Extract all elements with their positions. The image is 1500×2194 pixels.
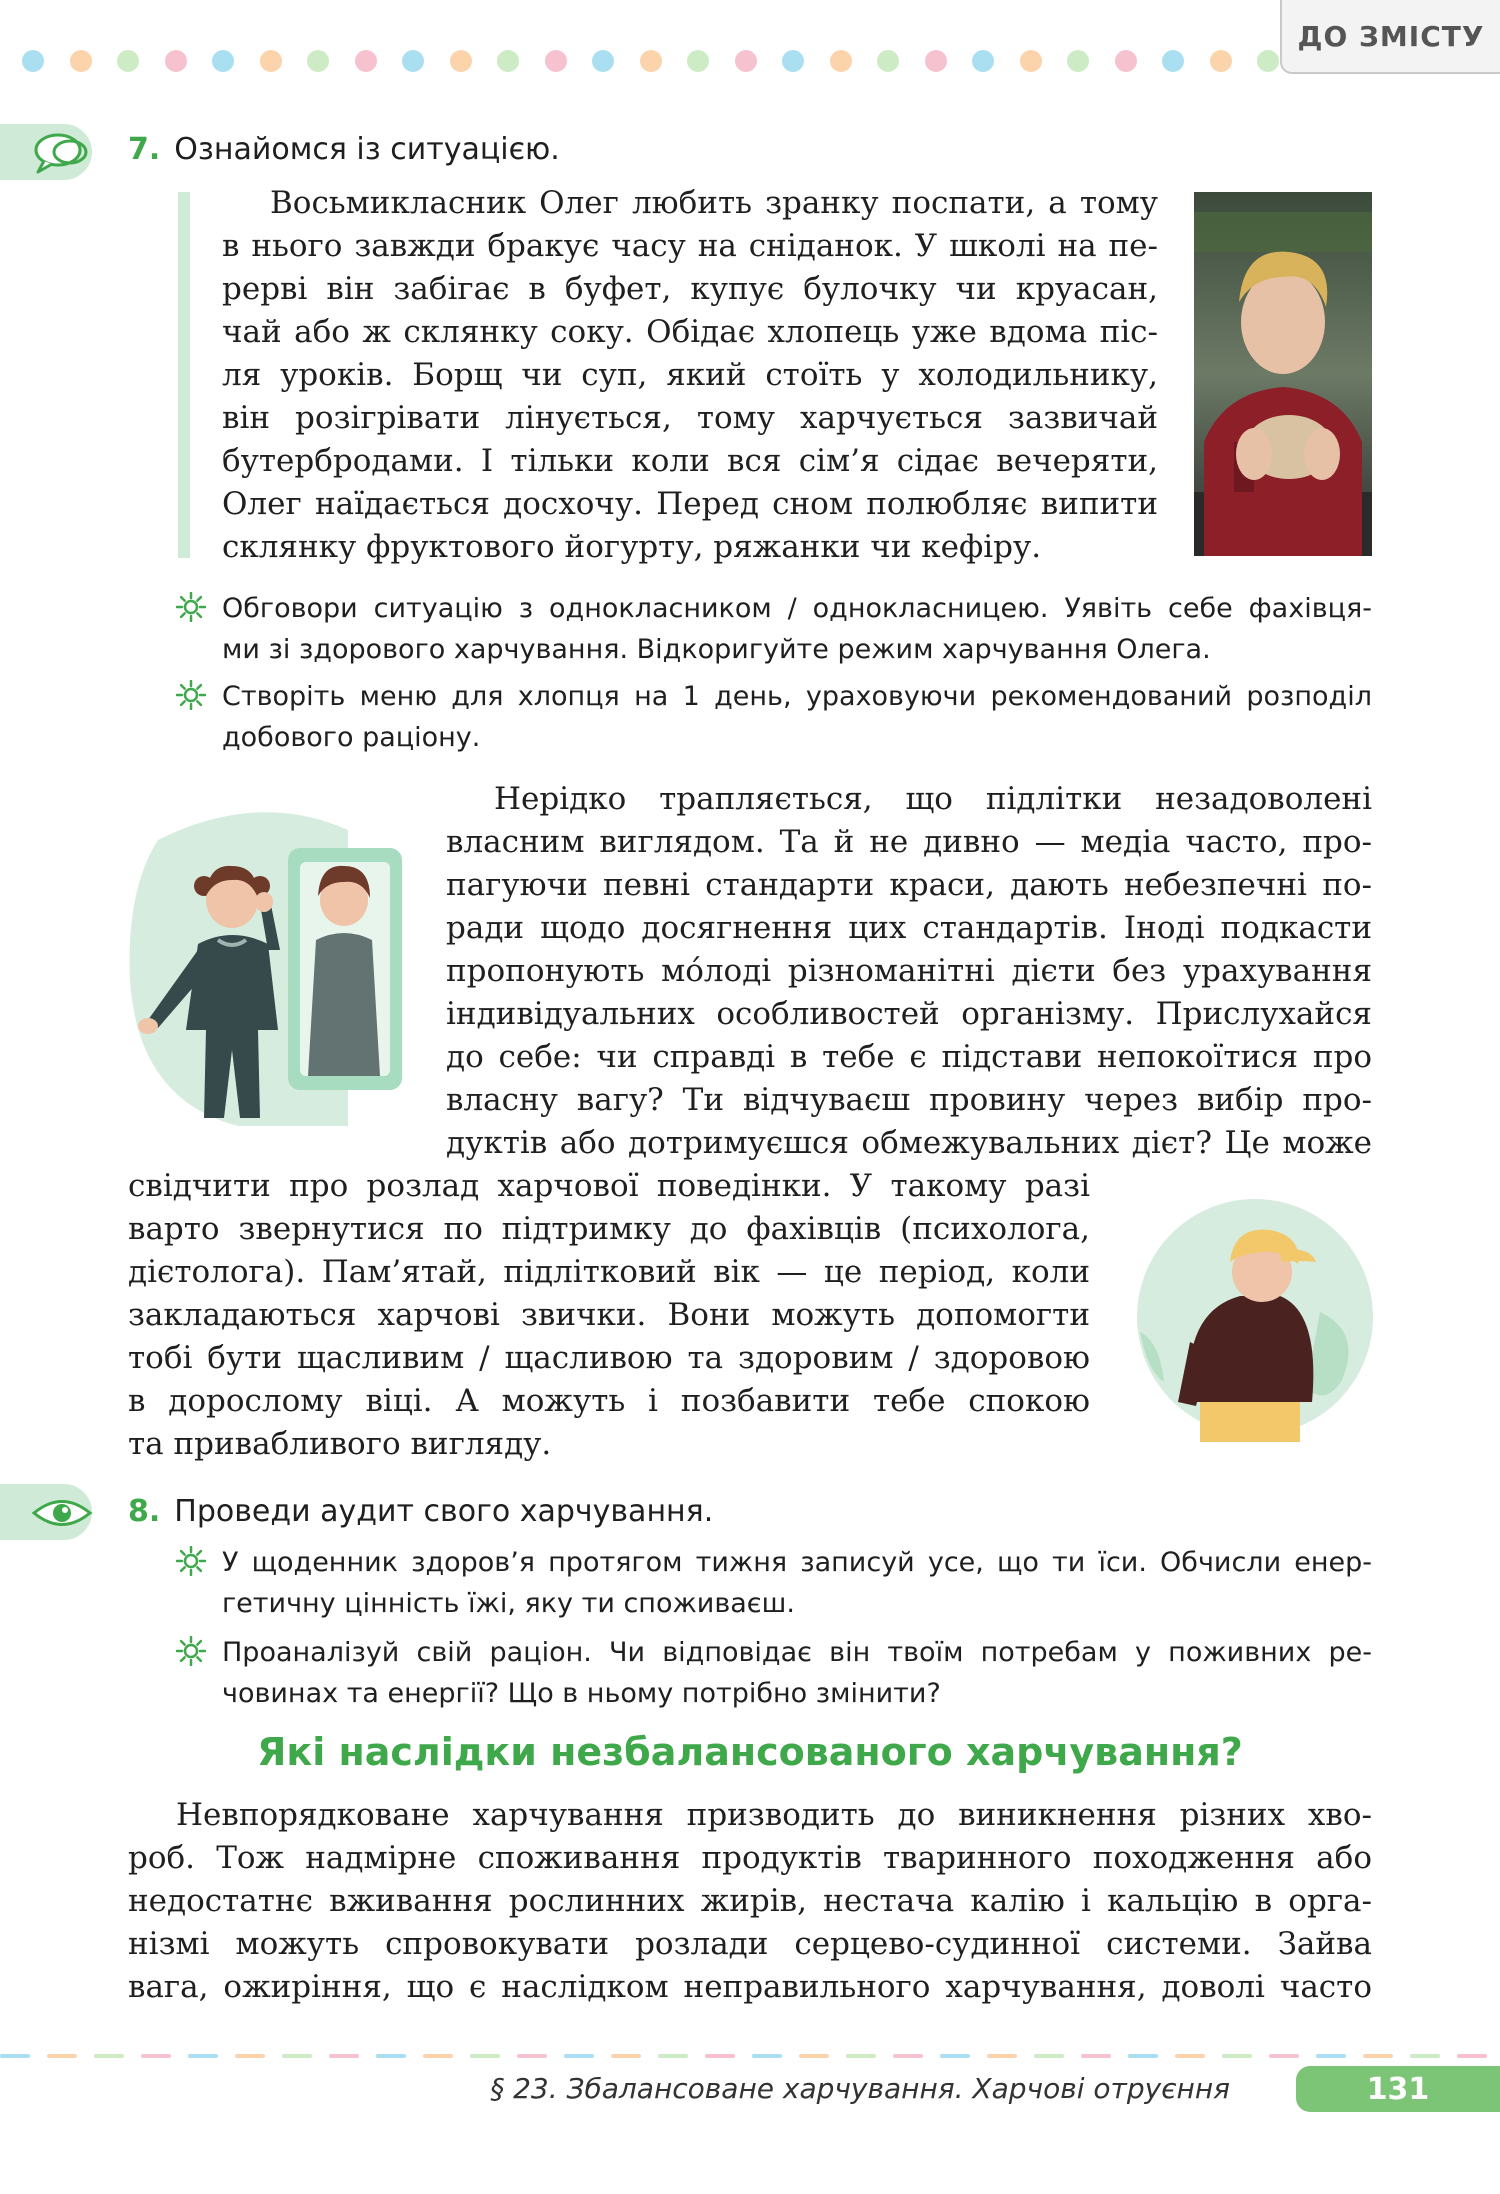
text-line: він розігрівати лінується, тому харчується зазвичай: [222, 400, 1158, 436]
decorative-dot: [402, 50, 424, 72]
eye-icon: [30, 1490, 94, 1536]
illustration-girl-mirror: [118, 800, 408, 1126]
quote-bar: [178, 192, 190, 558]
sun-bullet-icon: [176, 1546, 206, 1576]
decorative-dash: [658, 2054, 688, 2058]
bullet-line: гетичну цінність їжі, яку ти споживаєш.: [222, 1588, 795, 1619]
text-line: варто звернутися по підтримку до фахівців (психолога,: [128, 1211, 1090, 1247]
toc-button[interactable]: ДО ЗМІСТУ: [1280, 0, 1500, 74]
decorative-dash: [470, 2054, 500, 2058]
task7-heading: [128, 132, 560, 167]
decorative-dash: [1081, 2054, 1111, 2058]
task7-number: 7.: [128, 132, 161, 167]
decorative-dash: [799, 2054, 829, 2058]
decorative-dot: [735, 50, 757, 72]
bullet-line: Створіть меню для хлопця на 1 день, ураховуючи рекомендований розподіл: [222, 681, 1372, 712]
text-line: склянку фруктового йогурту, ряжанки чи кефіру.: [222, 529, 1042, 565]
discussion-bubbles-icon: [30, 130, 94, 176]
decorative-dot: [307, 50, 329, 72]
decorative-dash: [940, 2054, 970, 2058]
text-line: дієтолога). Пам’ятай, підлітковий вік — це період, коли: [128, 1254, 1090, 1290]
task7-icon-tab: [0, 124, 92, 180]
bullet-line: човинах та енергії? Що в ньому потрібно змінити?: [222, 1678, 941, 1709]
decorative-dash: [611, 2054, 641, 2058]
decorative-dot: [687, 50, 709, 72]
decorative-dash: [235, 2054, 265, 2058]
text-line: власну вагу? Ти відчуваєш провину через вибір про-: [446, 1082, 1372, 1118]
decorative-dot: [212, 50, 234, 72]
bottom-decorative-dashes: [0, 2054, 1500, 2060]
decorative-dash: [564, 2054, 594, 2058]
text-line: недостатнє вживання рослинних жирів, нестача калію і кальцію в орга-: [128, 1883, 1372, 1919]
decorative-dot: [450, 50, 472, 72]
decorative-dot: [1067, 50, 1089, 72]
decorative-dash: [0, 2054, 30, 2058]
decorative-dash: [141, 2054, 171, 2058]
decorative-dot: [545, 50, 567, 72]
decorative-dash: [517, 2054, 547, 2058]
decorative-dot: [497, 50, 519, 72]
sun-bullet-icon: [176, 680, 206, 710]
decorative-dash: [893, 2054, 923, 2058]
decorative-dot: [640, 50, 662, 72]
text-line: Восьмикласник Олег любить зранку поспати, а тому: [270, 185, 1158, 221]
task7-bullet-2: [222, 676, 1372, 758]
text-line: чай або ж склянку соку. Обідає хлопець уже вдома піс-: [222, 314, 1158, 350]
text-line: вага, ожиріння, що є наслідком неправильного харчування, доволі часто: [128, 1969, 1372, 2005]
task8-heading: [128, 1494, 713, 1529]
task8-number: 8.: [128, 1494, 161, 1529]
text-line: тобі бути щасливим / щасливою та здоровим / здоровою: [128, 1340, 1090, 1376]
decorative-dash: [94, 2054, 124, 2058]
task7-bullet-1: [222, 588, 1372, 670]
photo-boy-eating: [1194, 192, 1372, 556]
decorative-dot: [1020, 50, 1042, 72]
decorative-dash: [329, 2054, 359, 2058]
bullet-line: ми зі здорового харчування. Відкоригуйте режим харчування Олега.: [222, 634, 1211, 665]
decorative-dot: [165, 50, 187, 72]
decorative-dash: [1222, 2054, 1252, 2058]
decorative-dash: [376, 2054, 406, 2058]
decorative-dot: [117, 50, 139, 72]
text-line: закладаються харчові звички. Вони можуть допомогти: [128, 1297, 1090, 1333]
text-line: ля уроків. Борщ чи суп, який стоїть у холодильнику,: [222, 357, 1158, 393]
text-line: Невпорядковане харчування призводить до виникнення різних хво-: [176, 1797, 1372, 1833]
task7-title: Ознайомся із ситуацією.: [174, 132, 560, 167]
decorative-dot: [1257, 50, 1279, 72]
top-decorative-dots: [22, 50, 1282, 76]
decorative-dash: [1410, 2054, 1440, 2058]
task8-title: Проведи аудит свого харчування.: [174, 1494, 714, 1529]
text-line: Олег наїдається досхочу. Перед сном полюбляє випити: [222, 486, 1158, 522]
decorative-dash: [752, 2054, 782, 2058]
decorative-dash: [1363, 2054, 1393, 2058]
decorative-dash: [705, 2054, 735, 2058]
decorative-dash: [188, 2054, 218, 2058]
decorative-dot: [1115, 50, 1137, 72]
bullet-line: добового раціону.: [222, 722, 481, 753]
section-heading: Які наслідки незбалансованого харчування?: [257, 1730, 1243, 1774]
text-line: в дорослому віці. А можуть і позбавити тебе спокою: [128, 1383, 1090, 1419]
decorative-dot: [782, 50, 804, 72]
decorative-dot: [972, 50, 994, 72]
text-line: свідчити про розлад харчової поведінки. У такому разі: [128, 1168, 1090, 1204]
decorative-dot: [260, 50, 282, 72]
decorative-dot: [70, 50, 92, 72]
decorative-dash: [423, 2054, 453, 2058]
paragraph-beside-girl: [446, 778, 1372, 1165]
text-line: власним виглядом. Та й не дивно — медіа часто, про-: [446, 824, 1372, 860]
decorative-dash: [987, 2054, 1017, 2058]
text-line: та привабливого вигляду.: [128, 1426, 552, 1462]
task8-icon-tab: [0, 1484, 92, 1540]
text-line: роб. Тож надмірне споживання продуктів тваринного походження або: [128, 1840, 1372, 1876]
decorative-dot: [592, 50, 614, 72]
text-line: пагуючи певні стандарти краси, дають небезпечні по-: [446, 867, 1372, 903]
decorative-dash: [1316, 2054, 1346, 2058]
text-line: ради щодо досягнення цих стандартів. Іноді подкасти: [446, 910, 1372, 946]
text-line: Нерідко трапляється, що підлітки незадоволені: [494, 781, 1372, 817]
text-line: нізмі можуть спровокувати розлади серцево-судинної системи. Зайва: [128, 1926, 1372, 1962]
paragraph-beside-boy: [128, 1165, 1090, 1466]
task7-story: [222, 182, 1158, 569]
bullet-line: У щоденник здоров’я протягом тижня записуй усе, що ти їси. Обчисли енер-: [222, 1547, 1372, 1578]
decorative-dash: [1457, 2054, 1487, 2058]
text-line: бутербродами. І тільки коли вся сім’я сідає вечеряти,: [222, 443, 1158, 479]
decorative-dash: [47, 2054, 77, 2058]
sun-bullet-icon: [176, 1636, 206, 1666]
page-number-badge: 131: [1296, 2066, 1500, 2112]
section-paragraph: [128, 1794, 1372, 2009]
task8-bullet-1: [222, 1542, 1372, 1624]
text-line: індивідуальних особливостей організму. Прислухайся: [446, 996, 1372, 1032]
text-line: пропонують мóлоді різноманітні дієти без урахування: [446, 953, 1372, 989]
decorative-dot: [22, 50, 44, 72]
text-line: дуктів або дотримуєшся обмежувальних дієт? Це може: [446, 1125, 1372, 1161]
text-line: рерві він забігає в буфет, купує булочку чи круасан,: [222, 271, 1158, 307]
text-line: до себе: чи справді в тебе є підстави непокоїтися про: [446, 1039, 1372, 1075]
bullet-line: Проаналізуй свій раціон. Чи відповідає він твоїм потребам у поживних ре-: [222, 1637, 1372, 1668]
decorative-dash: [846, 2054, 876, 2058]
decorative-dash: [282, 2054, 312, 2058]
decorative-dot: [925, 50, 947, 72]
footer-chapter-title: § 23. Збалансоване харчування. Харчові отруєння: [490, 2072, 1230, 2105]
bullet-line: Обговори ситуацію з однокласником / однокласницею. Уявіть себе фахівця-: [222, 593, 1372, 624]
sun-bullet-icon: [176, 592, 206, 622]
decorative-dot: [355, 50, 377, 72]
illustration-sad-boy: [1130, 1192, 1380, 1442]
decorative-dash: [1269, 2054, 1299, 2058]
decorative-dash: [1128, 2054, 1158, 2058]
text-line: в нього завжди бракує часу на сніданок. У школі на пе-: [222, 228, 1158, 264]
decorative-dot: [1162, 50, 1184, 72]
decorative-dot: [1210, 50, 1232, 72]
decorative-dash: [1034, 2054, 1064, 2058]
task8-bullet-2: [222, 1632, 1372, 1714]
decorative-dash: [1175, 2054, 1205, 2058]
decorative-dot: [877, 50, 899, 72]
decorative-dot: [830, 50, 852, 72]
